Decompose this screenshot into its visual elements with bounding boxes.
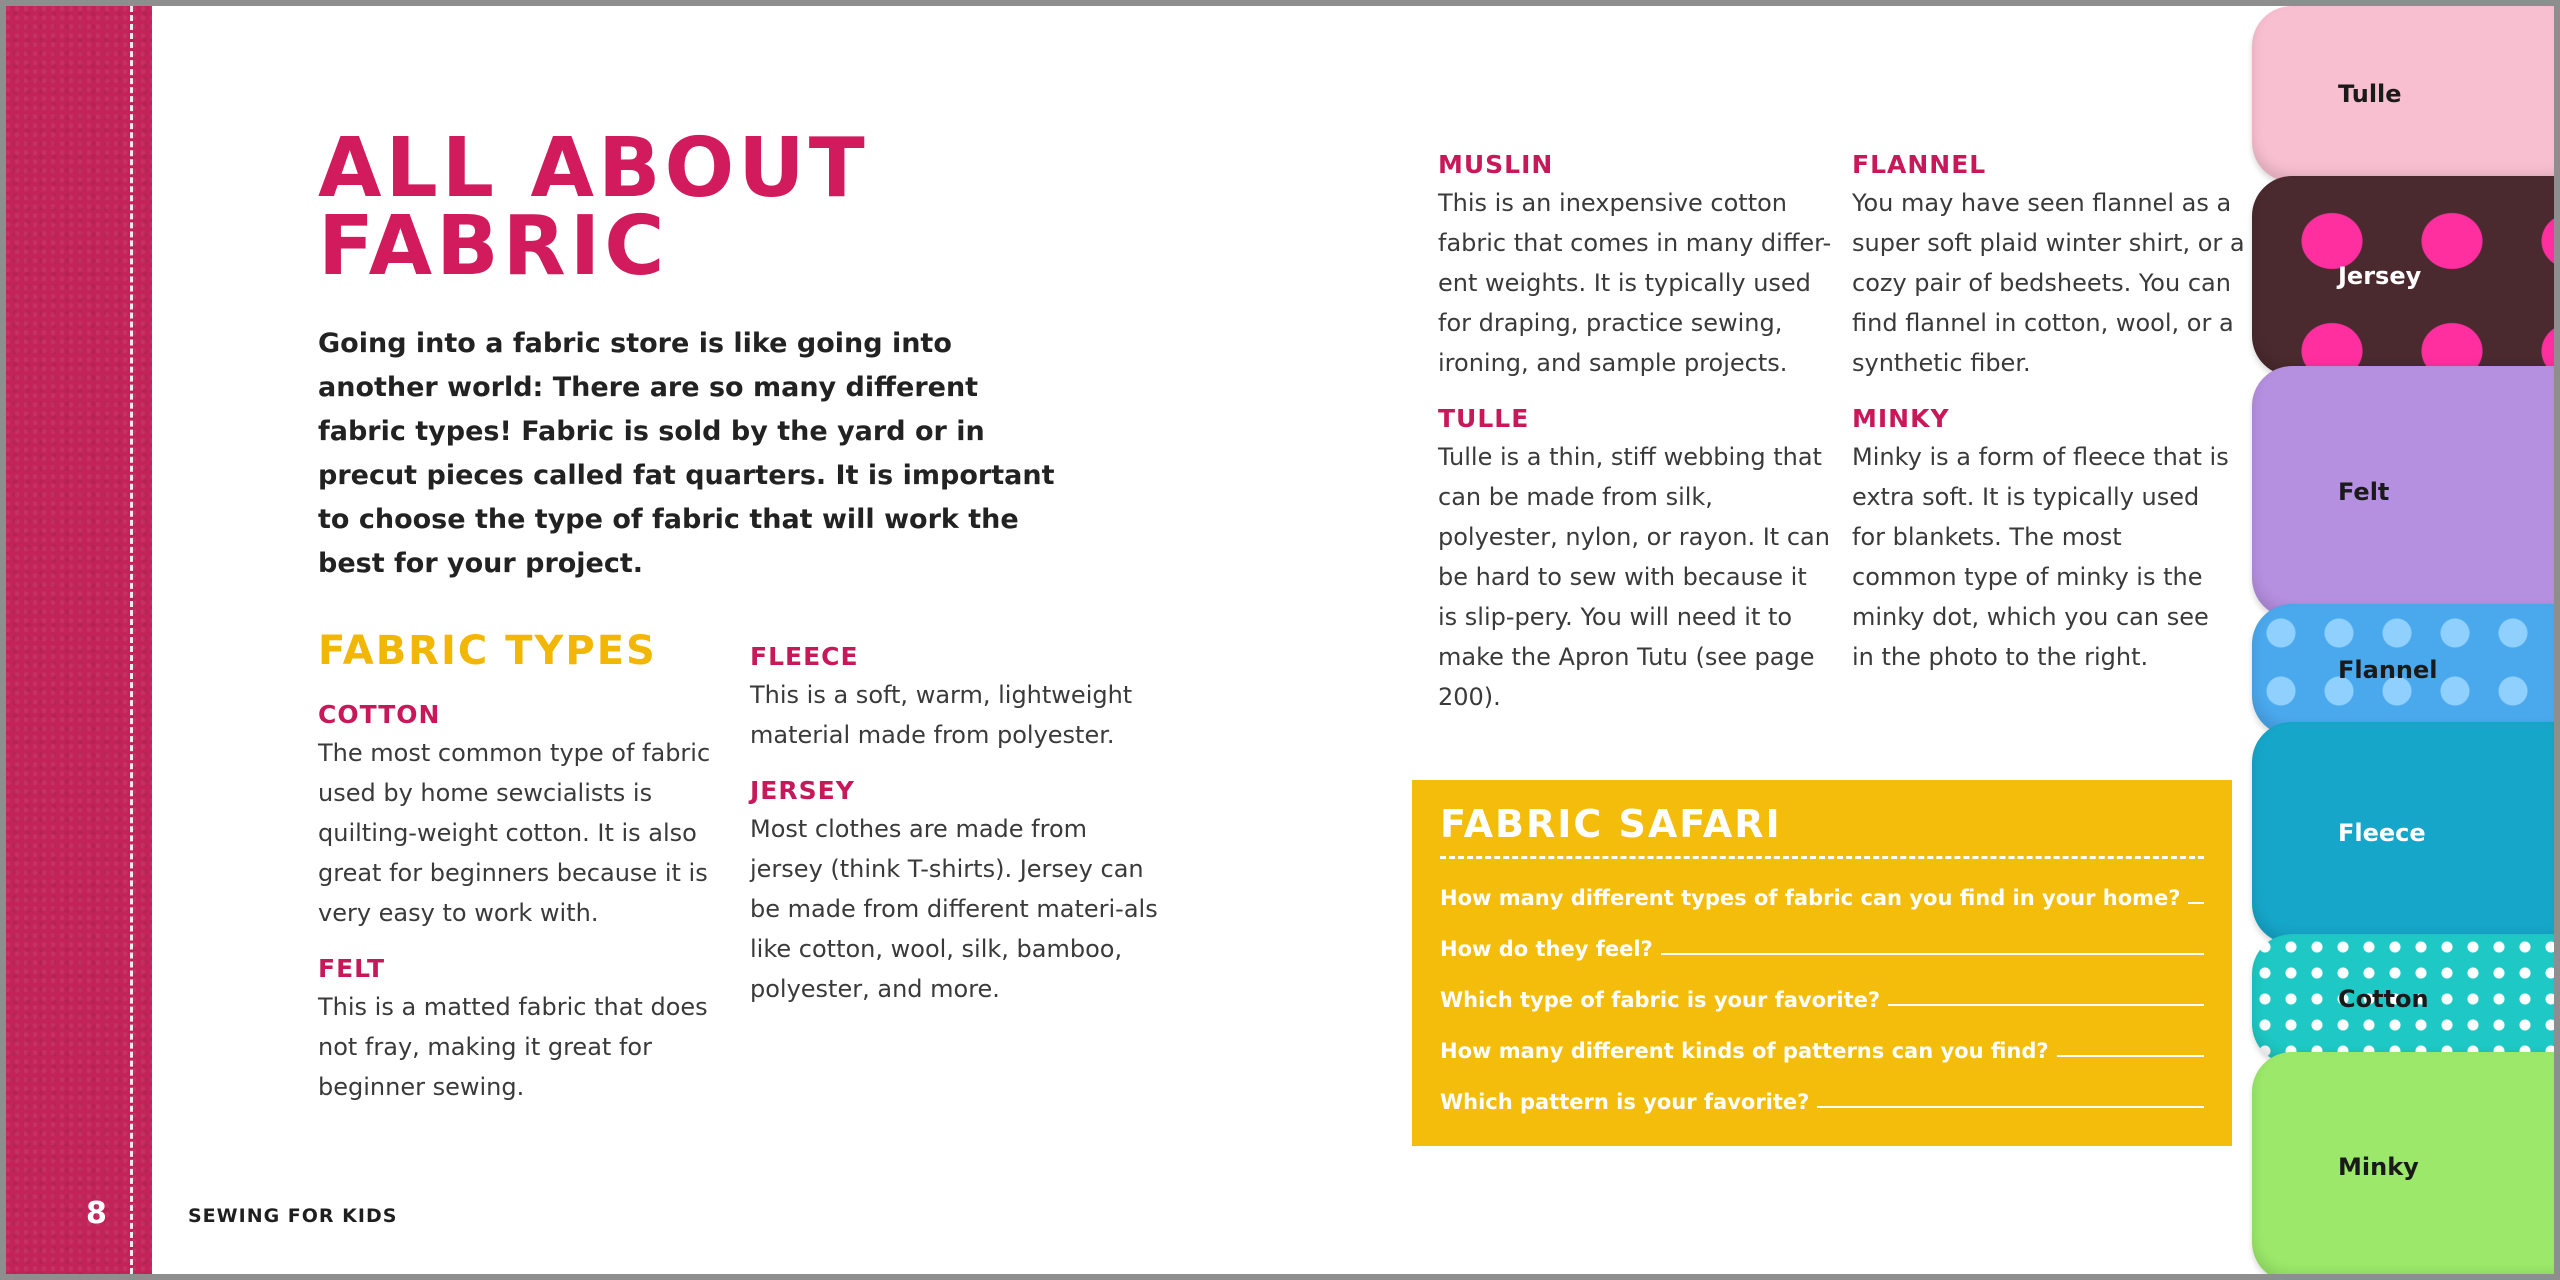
fabric-entry-tulle [1438,404,1832,717]
swatch-label: Flannel [2338,656,2438,684]
safari-question-text: Which pattern is your favorite? [1440,1090,1810,1114]
fabric-entry-flannel [1852,150,2252,383]
fabric-description: This is a soft, warm, lightweight material made from polyester. [750,681,1133,749]
answer-line [1888,1004,2204,1006]
book-page [6,6,2554,1274]
swatch-felt [2252,366,2554,618]
page-title: ALL ABOUT FABRIC [318,121,869,294]
swatch-label: Minky [2338,1153,2419,1181]
fabric-safari-box [1412,780,2232,1146]
running-head: SEWING FOR KIDS [188,1205,398,1227]
safari-question [1440,1083,2204,1114]
fabric-name: MINKY [1852,404,1950,433]
fabric-description: You may have seen flannel as a super soft plaid winter shirt, or a cozy pair of bedsheets. You can find flannel in cotton, wool, or a synthetic fiber. [1852,189,2245,377]
swatch-flannel [2252,604,2554,736]
fabric-description: Minky is a form of fleece that is extra soft. It is typically used for blankets. The most common type of minky is the minky dot, which you can see in the photo to the right. [1852,443,2229,671]
fabric-entry-jersey [750,776,1160,1009]
page-number: 8 [86,1196,107,1231]
safari-question-text: Which type of fabric is your favorite? [1440,988,1881,1012]
fabric-name: MUSLIN [1438,150,1554,179]
fabric-name: TULLE [1438,404,1530,433]
fabric-entry-fleece [750,642,1160,755]
fabric-entry-muslin [1438,150,1832,383]
swatch-cotton [2252,934,2554,1064]
swatch-jersey [2252,176,2554,376]
answer-line [1661,953,2204,955]
fabric-entry-felt [318,954,718,1107]
fabric-entry-cotton [318,700,718,933]
stitch-line [130,6,133,1274]
fabric-description: Tulle is a thin, stiff webbing that can be made from silk, polyester, nylon, or rayon. It can be hard to sew with because it is slip-pery. You will need it to make the Apron Tutu (see page 200). [1438,443,1830,711]
fabric-description: The most common type of fabric used by home sewcialists is quilting-weight cotton. It is also great for beginners because it is very easy to work with. [318,739,711,927]
swatch-minky [2252,1052,2554,1274]
fabric-name: JERSEY [750,776,855,805]
answer-line [2188,902,2204,904]
safari-question [1440,879,2204,910]
fabric-swatch-photo [2252,6,2554,1274]
swatch-label: Cotton [2338,985,2429,1013]
fabric-description: This is an inexpensive cotton fabric that comes in many differ-ent weights. It is typically used for draping, practice sewing, ironing, and sample projects. [1438,189,1832,377]
answer-line [1817,1106,2204,1108]
fabric-name: FELT [318,954,386,983]
fabric-name: FLANNEL [1852,150,1987,179]
swatch-tulle [2252,6,2554,182]
fabric-safari-title: FABRIC SAFARI [1440,802,2204,859]
safari-question [1440,981,2204,1012]
swatch-label: Jersey [2338,262,2422,290]
fabric-description: Most clothes are made from jersey (think T-shirts). Jersey can be made from different materi-als like cotton, wool, silk, bamboo, polyester, and more. [750,815,1158,1003]
safari-question [1440,930,2204,961]
fabric-description: This is a matted fabric that does not fray, making it great for beginner sewing. [318,993,708,1101]
fabric-name: COTTON [318,700,441,729]
swatch-label: Fleece [2338,819,2426,847]
swatch-label: Felt [2338,478,2390,506]
fabric-types-heading: FABRIC TYPES [318,628,657,674]
fabric-name: FLEECE [750,642,859,671]
swatch-fleece [2252,722,2554,944]
fabric-entry-minky [1852,404,2232,677]
answer-line [2057,1055,2204,1057]
intro-paragraph: Going into a fabric store is like going into another world: There are so many different fabric types! Fabric is sold by the yard or in precut pieces called fat quarters. It is important to choose the type of fabric that will work the best for your project. [318,328,1055,579]
safari-question-text: How do they feel? [1440,937,1653,961]
safari-question-text: How many different types of fabric can you find in your home? [1440,886,2181,910]
safari-question-text: How many different kinds of patterns can you find? [1440,1039,2049,1063]
safari-question [1440,1032,2204,1063]
swatch-label: Tulle [2338,80,2402,108]
